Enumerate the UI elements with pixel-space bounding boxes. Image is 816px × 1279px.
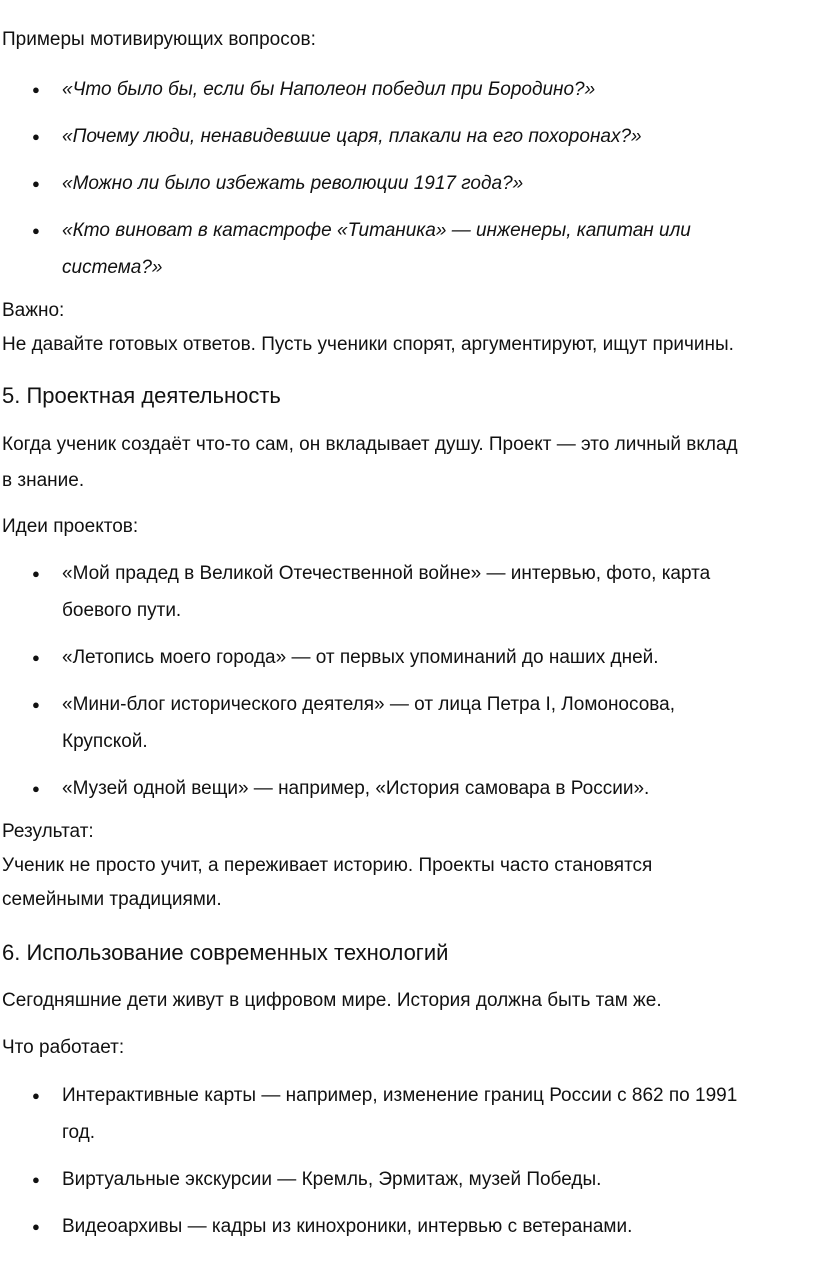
result-text: семейными традициями. [2, 889, 222, 910]
result-note [2, 815, 816, 917]
list-item-text: «Что было бы, если бы Наполеон победил при Бородино?» [62, 79, 596, 100]
list-item-text: «Музей одной вещи» — например, «История самовара в России». [62, 778, 650, 799]
ideas-list [2, 555, 816, 807]
list-item-text: Крупской. [62, 731, 148, 752]
bullet-icon: ● [32, 223, 40, 238]
list-item [2, 555, 816, 629]
bullet-icon: ● [32, 176, 40, 191]
bullet-icon: ● [32, 781, 40, 796]
list-item [2, 1161, 816, 1198]
bullet-icon: ● [32, 697, 40, 712]
works-label: Что работает: [2, 1037, 125, 1058]
list-item-text: Интерактивные карты — например, изменение границ России с 862 по 1991 [62, 1085, 738, 1106]
section-5-intro: Когда ученик создаёт что-то сам, он вкладывает душу. Проект — это личный вклад в знание. [2, 434, 738, 491]
list-item [2, 1208, 816, 1245]
bullet-icon: ● [32, 566, 40, 581]
important-text: Не давайте готовых ответов. Пусть ученики спорят, аргументируют, ищут причины. [2, 334, 734, 355]
list-item [2, 1077, 816, 1151]
list-item [2, 118, 816, 155]
bullet-icon: ● [32, 650, 40, 665]
list-item-text: год. [62, 1122, 96, 1143]
questions-list [2, 71, 816, 286]
list-item [2, 639, 816, 676]
list-item-text: «Кто виноват в катастрофе «Титаника» — инженеры, капитан или [62, 220, 691, 241]
bullet-icon: ● [32, 129, 40, 144]
list-item [2, 212, 816, 286]
list-item-text: Виртуальные экскурсии — Кремль, Эрмитаж, музей Победы. [62, 1169, 602, 1190]
result-label: Результат: [2, 821, 94, 842]
bullet-icon: ● [32, 1172, 40, 1187]
list-item [2, 165, 816, 202]
bullet-icon: ● [32, 1088, 40, 1103]
tech-list [2, 1077, 816, 1245]
bullet-icon: ● [32, 82, 40, 97]
list-item [2, 686, 816, 760]
list-item-text: «Мини-блог исторического деятеля» — от лица Петра I, Ломоносова, [62, 694, 676, 715]
list-item-text: «Почему люди, ненавидевшие царя, плакали на его похоронах?» [62, 126, 642, 147]
section-6-heading: 6. Использование современных технологий [2, 940, 449, 965]
important-note [2, 294, 816, 362]
list-item-text: «Летопись моего города» — от первых упоминаний до наших дней. [62, 647, 659, 668]
list-item-text: «Можно ли было избежать революции 1917 года?» [62, 173, 524, 194]
important-label: Важно: [2, 300, 65, 321]
list-item-text: система?» [62, 257, 163, 278]
ideas-label: Идеи проектов: [2, 516, 139, 537]
list-item-text: боевого пути. [62, 600, 182, 621]
section-6-intro: Сегодняшние дети живут в цифровом мире. История должна быть там же. [2, 990, 662, 1011]
bullet-icon: ● [32, 1219, 40, 1234]
result-text: Ученик не просто учит, а переживает историю. Проекты часто становятся [2, 855, 653, 876]
section-5-heading: 5. Проектная деятельность [2, 383, 281, 408]
list-item-text: Видеоархивы — кадры из кинохроники, интервью с ветеранами. [62, 1216, 633, 1237]
list-item [2, 71, 816, 108]
questions-intro: Примеры мотивирующих вопросов: [2, 29, 316, 50]
list-item-text: «Мой прадед в Великой Отечественной войне» — интервью, фото, карта [62, 563, 711, 584]
list-item [2, 770, 816, 807]
